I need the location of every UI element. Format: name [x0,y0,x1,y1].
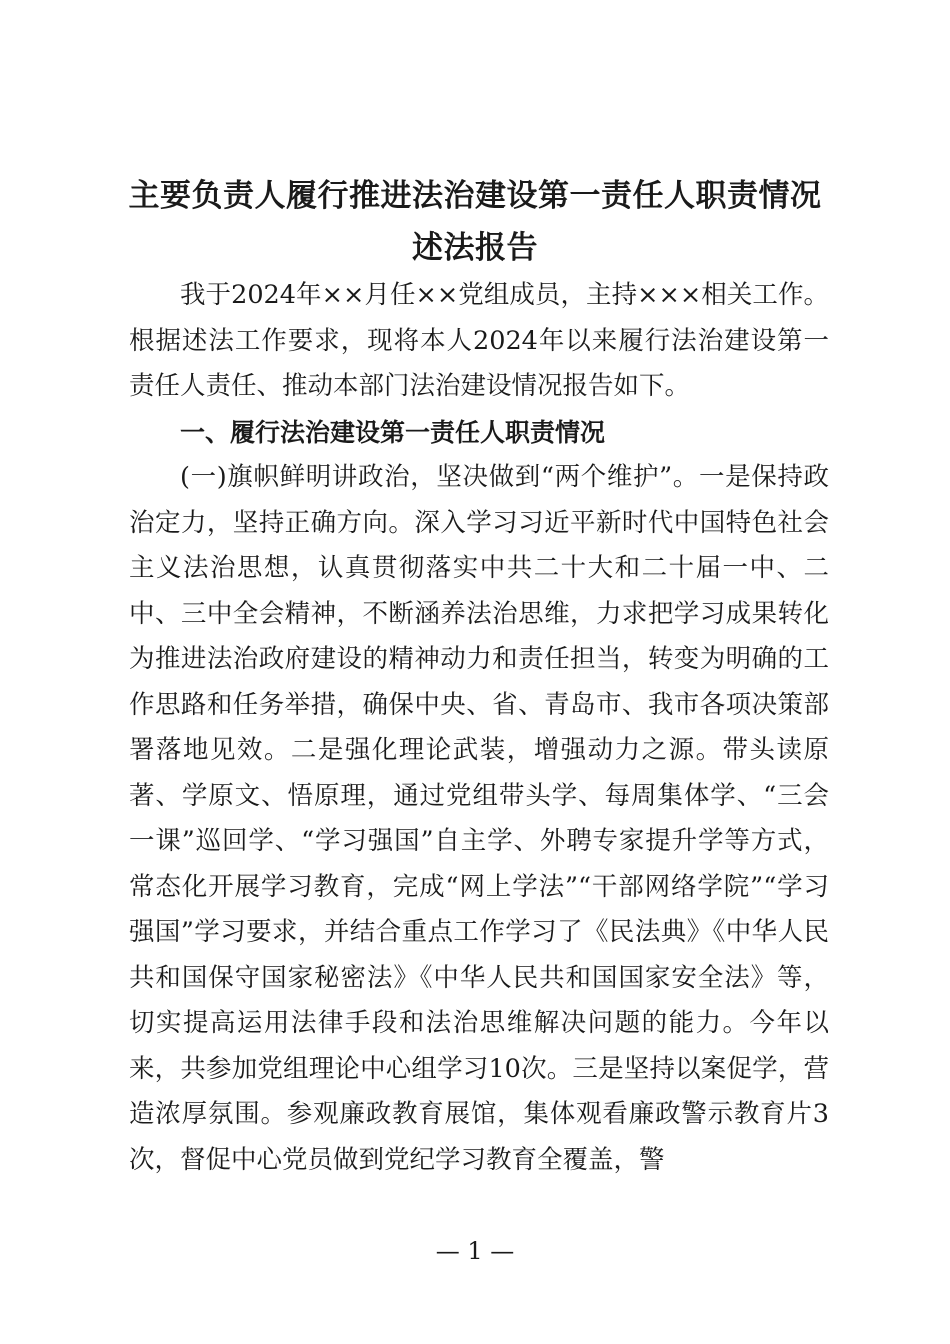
intro-paragraph: 我于2024年××月任××党组成员，主持×××相关工作。根据述法工作要求，现将本人2024年以来履行法治建设第一责任人责任、推动本部门法治建设情况报告如下。 [129,280,829,401]
body-paragraph: (一)旗帜鲜明讲政治，坚决做到“两个维护”。一是保持政治定力，坚持正确方向。深入学习习近平新时代中国特色社会主义法治思想，认真贯彻落实中共二十大和二十届一中、二中、三中全会精神，不断涵养法治思维，力求把学习成果转化为推进法治政府建设的精神动力和责任担当，转变为明确的工作思路和任务举措，确保中央、省、青岛市、我市各项决策部署落地见效。二是强化理论武装，增强动力之源。带头读原著、学原文、悟原理，通过党组带头学、每周集体学、“三会一课”巡回学、“学习强国”自主学、外聘专家提升学等方式，常态化开展学习教育，完成“网上学法”“干部网络学院”“学习强国”学习要求，并结合重点工作学习了《民法典》《中华人民共和国保守国家秘密法》《中华人民共和国国家安全法》等，切实提高运用法律手段和法治思维解决问题的能力。今年以来，共参加党组理论中心组学习10次。三是坚持以案促学，营造浓厚氛围。参观廉政教育展馆，集体观看廉政警示教育片3次，督促中心党员做到党纪学习教育全覆盖，警 [129,462,829,1175]
section-heading: 一、履行法治建设第一责任人职责情况 [180,417,606,447]
document-title: 主要负责人履行推进法治建设第一责任人职责情况述法报告 [128,178,822,266]
page-number: — 1 — [435,1237,515,1265]
document-body [129,273,829,1183]
